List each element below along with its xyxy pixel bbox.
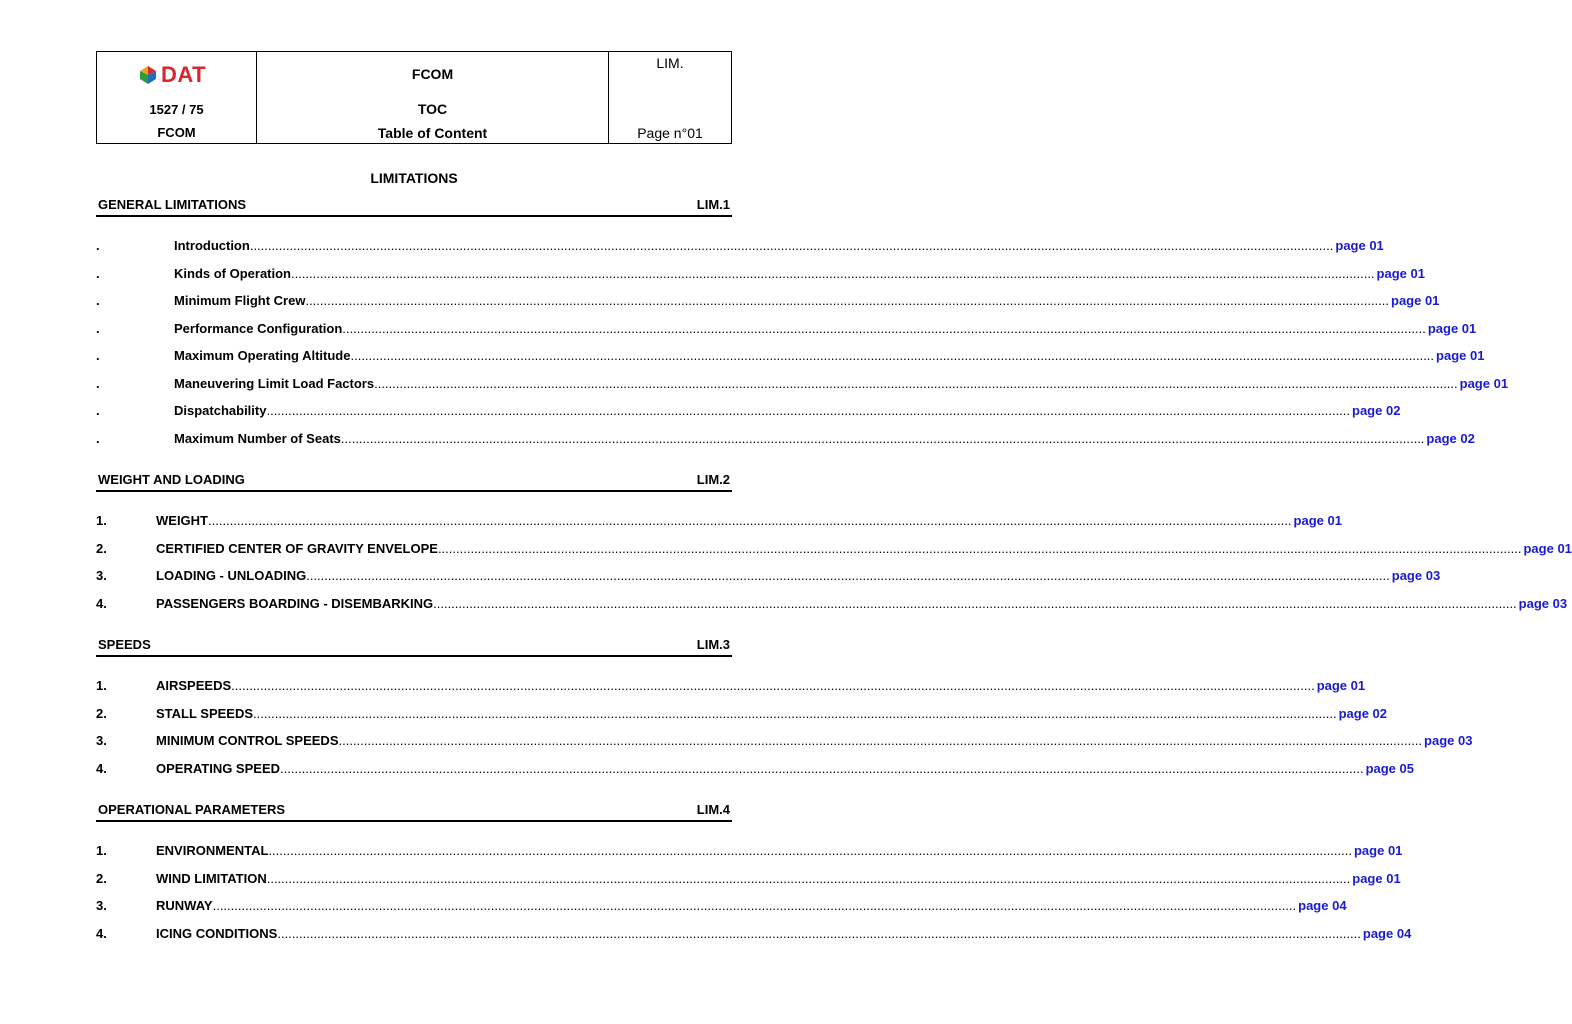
section-code: LIM.4 <box>696 802 730 817</box>
entry-line <box>174 403 1401 418</box>
page-link[interactable]: page 01 <box>1436 348 1485 363</box>
page-link[interactable]: page 02 <box>1426 430 1475 446</box>
entry-line <box>156 568 1441 583</box>
entry-line <box>156 843 1403 858</box>
entry-line <box>156 760 1414 776</box>
toc-entry[interactable] <box>96 265 1425 284</box>
page-link[interactable]: page 01 <box>1316 678 1366 693</box>
chapter-code: LIM. <box>656 55 684 71</box>
entry-number: . <box>96 293 100 308</box>
page-link[interactable]: page 01 <box>1352 870 1401 886</box>
entry-label: Maneuvering Limit Load Factors <box>174 375 375 391</box>
leader-dots: ............................................................................................................................................................................................................................................................................................................ <box>277 925 1361 941</box>
section-code: LIM.2 <box>696 472 730 487</box>
section-code: LIM.3 <box>696 637 730 652</box>
section-header <box>96 800 732 822</box>
entry-number: 1. <box>96 678 107 693</box>
header-right-cell <box>609 52 731 143</box>
entry-line <box>156 678 1366 693</box>
entry-number: . <box>96 375 100 391</box>
entry-label: Maximum Operating Altitude <box>174 348 351 363</box>
entry-label: ENVIRONMENTAL <box>156 843 269 858</box>
entry-number: 1. <box>96 843 107 858</box>
section-header <box>96 635 732 657</box>
page-link[interactable]: page 02 <box>1352 403 1401 418</box>
page-link[interactable]: page 02 <box>1338 705 1388 721</box>
entry-number: 4. <box>96 925 107 941</box>
entry-line <box>174 430 1475 446</box>
page-link[interactable]: page 03 <box>1391 568 1441 583</box>
entry-label: Minimum Flight Crew <box>174 293 306 308</box>
leader-dots: ............................................................................................................................................................................................................................................................................................................ <box>437 540 1522 556</box>
section-title: OPERATIONAL PARAMETERS <box>98 802 286 817</box>
leader-dots: ............................................................................................................................................................................................................................................................................................................ <box>306 568 1390 583</box>
manual-name: FCOM <box>411 66 454 82</box>
entry-line <box>156 898 1347 913</box>
entry-number: 2. <box>96 870 107 886</box>
leader-dots: ............................................................................................................................................................................................................................................................................................................ <box>342 320 1426 336</box>
entry-number: . <box>96 403 100 418</box>
entry-label: ICING CONDITIONS <box>156 925 278 941</box>
entry-number: . <box>96 265 100 281</box>
leader-dots: ............................................................................................................................................................................................................................................................................................................ <box>340 430 1425 446</box>
leader-dots: ............................................................................................................................................................................................................................................................................................................ <box>338 733 1423 748</box>
entry-number: . <box>96 348 100 363</box>
toc-entry[interactable] <box>96 870 1401 889</box>
toc-entry[interactable] <box>96 540 1572 559</box>
toc-entry[interactable] <box>96 925 1412 944</box>
header-left-cell <box>97 52 257 143</box>
leader-dots: ............................................................................................................................................................................................................................................................................................................ <box>212 898 1297 913</box>
entry-line <box>156 870 1401 886</box>
leader-dots: ............................................................................................................................................................................................................................................................................................................ <box>253 705 1337 721</box>
section-code: LIM.1 <box>696 197 730 212</box>
leader-dots: ............................................................................................................................................................................................................................................................................................................ <box>208 513 1292 528</box>
toc-entry[interactable] <box>96 898 1347 916</box>
page-link[interactable]: page 01 <box>1293 513 1342 528</box>
entry-label: Maximum Number of Seats <box>174 430 341 446</box>
page-link[interactable]: page 01 <box>1353 843 1403 858</box>
entry-number: 3. <box>96 898 107 913</box>
entry-label: WIND LIMITATION <box>156 870 267 886</box>
leader-dots: ............................................................................................................................................................................................................................................................................................................ <box>268 843 1352 858</box>
logo-text: DAT <box>161 62 207 87</box>
leader-dots: ............................................................................................................................................................................................................................................................................................................ <box>305 293 1389 308</box>
toc-entry[interactable] <box>96 595 1568 614</box>
entry-label: PASSENGERS BOARDING - DISEMBARKING <box>156 595 434 611</box>
toc-title: Table of Content <box>377 125 488 141</box>
toc-entry[interactable] <box>96 705 1388 724</box>
toc-entry[interactable] <box>96 375 1509 394</box>
entry-line <box>174 348 1485 363</box>
toc-entry[interactable] <box>96 293 1440 311</box>
entry-number: . <box>96 320 100 336</box>
entry-label: STALL SPEEDS <box>156 705 254 721</box>
entry-line <box>156 595 1568 611</box>
page-link[interactable]: page 04 <box>1298 898 1347 913</box>
header-center-cell <box>257 52 609 143</box>
toc-entry[interactable] <box>96 843 1403 861</box>
toc-entry[interactable] <box>96 320 1477 339</box>
entry-number: 4. <box>96 760 107 776</box>
entry-number: . <box>96 238 100 253</box>
page-link[interactable]: page 01 <box>1376 265 1425 281</box>
entry-label: LOADING - UNLOADING <box>156 568 307 583</box>
toc-entry[interactable] <box>96 513 1342 531</box>
toc-entry[interactable] <box>96 760 1414 779</box>
document-number: 1527 / 75 <box>149 102 204 117</box>
entry-label: Performance Configuration <box>174 320 343 336</box>
leader-dots: ............................................................................................................................................................................................................................................................................................................ <box>433 595 1517 611</box>
page-link[interactable]: page 01 <box>1427 320 1477 336</box>
entry-label: MINIMUM CONTROL SPEEDS <box>156 733 339 748</box>
dat-logo <box>139 62 206 88</box>
entry-line <box>156 540 1572 556</box>
page-link[interactable]: page 04 <box>1362 925 1412 941</box>
section-title: WEIGHT AND LOADING <box>98 472 245 487</box>
entry-line <box>174 375 1509 391</box>
entry-label: AIRSPEEDS <box>156 678 232 693</box>
page-link[interactable]: page 01 <box>1523 540 1572 556</box>
entry-label: Kinds of Operation <box>174 265 291 281</box>
page-title: LIMITATIONS <box>370 170 458 186</box>
page-link[interactable]: page 03 <box>1518 595 1568 611</box>
entry-line <box>174 238 1384 253</box>
entry-number: 3. <box>96 568 107 583</box>
entry-label: Introduction <box>174 238 250 253</box>
dat-logo-icon <box>139 65 157 85</box>
entry-label: Dispatchability <box>174 403 267 418</box>
page-link[interactable]: page 03 <box>1424 733 1473 748</box>
entry-line <box>174 320 1477 336</box>
manual-code: FCOM <box>157 125 196 140</box>
page-link[interactable]: page 01 <box>1459 375 1509 391</box>
entry-line <box>174 265 1425 281</box>
toc-entry[interactable] <box>96 678 1366 696</box>
page-number: Page n°01 <box>637 125 703 141</box>
section-header <box>96 195 732 217</box>
entry-number: 1. <box>96 513 107 528</box>
toc-entry[interactable] <box>96 348 1485 366</box>
entry-line <box>156 513 1342 528</box>
leader-dots: ............................................................................................................................................................................................................................................................................................................ <box>231 678 1315 693</box>
toc-entry[interactable] <box>96 568 1441 586</box>
toc-label: TOC <box>417 101 448 117</box>
entry-number: 4. <box>96 595 107 611</box>
toc-entry[interactable] <box>96 430 1475 449</box>
leader-dots: ............................................................................................................................................................................................................................................................................................................ <box>249 238 1334 253</box>
entry-label: WEIGHT <box>156 513 208 528</box>
document-header <box>96 51 732 144</box>
leader-dots: ............................................................................................................................................................................................................................................................................................................ <box>280 760 1364 776</box>
section-title: SPEEDS <box>98 637 151 652</box>
entry-label: RUNWAY <box>156 898 213 913</box>
page-link[interactable]: page 05 <box>1365 760 1414 776</box>
toc-entry[interactable] <box>96 403 1401 421</box>
leader-dots: ............................................................................................................................................................................................................................................................................................................ <box>291 265 1375 281</box>
entry-number: 2. <box>96 705 107 721</box>
section-title: GENERAL LIMITATIONS <box>98 197 247 212</box>
leader-dots: ............................................................................................................................................................................................................................................................................................................ <box>266 870 1351 886</box>
toc-entry[interactable] <box>96 238 1384 256</box>
entry-number: 3. <box>96 733 107 748</box>
page-link[interactable]: page 01 <box>1391 293 1440 308</box>
section-header <box>96 470 732 492</box>
entry-line <box>156 925 1412 941</box>
entry-line <box>156 733 1473 748</box>
entry-line <box>156 705 1388 721</box>
entry-label: OPERATING SPEED <box>156 760 281 776</box>
entry-label: CERTIFIED CENTER OF GRAVITY ENVELOPE <box>156 540 438 556</box>
page-link[interactable]: page 01 <box>1335 238 1384 253</box>
leader-dots: ............................................................................................................................................................................................................................................................................................................ <box>350 348 1435 363</box>
entry-number: 2. <box>96 540 107 556</box>
leader-dots: ............................................................................................................................................................................................................................................................................................................ <box>266 403 1351 418</box>
entry-line <box>174 293 1440 308</box>
entry-number: . <box>96 430 100 446</box>
leader-dots: ............................................................................................................................................................................................................................................................................................................ <box>374 375 1458 391</box>
toc-entry[interactable] <box>96 733 1473 751</box>
